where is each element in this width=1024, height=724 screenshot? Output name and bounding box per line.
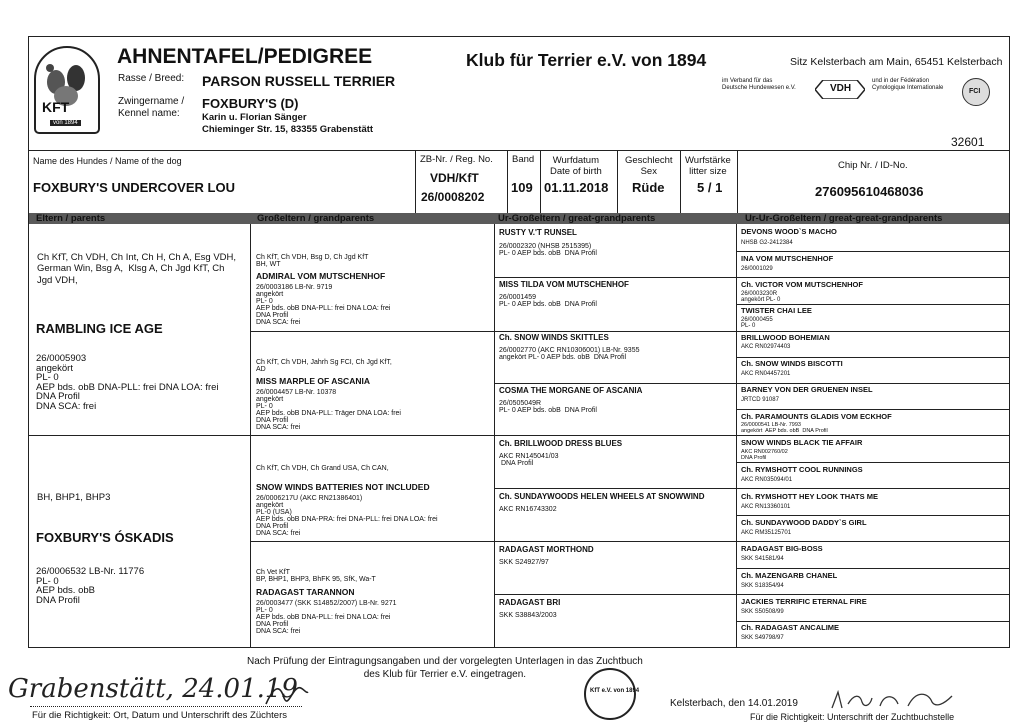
grandparent-4-name: RADAGAST TARANNON: [256, 587, 355, 597]
ggg-2-details: 26/0001029: [741, 266, 773, 272]
ggg-5-details: AKC RN02974403: [741, 344, 791, 350]
divider: [30, 706, 302, 707]
ggg-7-name: BARNEY VON DER GRUENEN INSEL: [741, 385, 873, 394]
ggg-16-details: SKK S49798/97: [741, 635, 784, 641]
sex-value: Rüde: [632, 180, 665, 195]
ggg-4-details: 26/0000455 PL- 0: [741, 317, 773, 329]
kennel-label: Zwingername / Kennel name:: [118, 96, 185, 119]
ggg-4-name: TWISTER CHAI LEE: [741, 306, 812, 315]
dog-name: FOXBURY'S UNDERCOVER LOU: [33, 180, 235, 195]
great-grandparent-2-name: MISS TILDA VOM MUTSCHENHOF: [499, 280, 629, 289]
great-grandparent-8-name: RADAGAST BRI: [499, 598, 561, 607]
vdh-logo: [815, 80, 865, 99]
divider: [494, 277, 1010, 278]
chip-label: Chip Nr. / ID-No.: [838, 160, 908, 171]
ggg-15-details: SKK S50508/99: [741, 609, 784, 615]
dam-titles: BH, BHP1, BHP3: [37, 492, 111, 503]
grandparent-4-details: 26/0003477 (SKK S14852/2007) LB-Nr. 9271 PL- 0 AEP bds. obB DNA-PLL: frei DNA LOA: frei DNA Profil DNA SCA: frei: [256, 600, 397, 635]
grandparent-2-titles: Ch KfT, Ch VDH, Jahrh Sg FCI, Ch Jgd KfT, AD: [256, 359, 392, 374]
column-header-bar: [29, 213, 1009, 224]
great-grandparent-3-details: 26/0002770 (AKC RN10306001) LB-Nr. 9355 angekört PL- 0 AEP bds. obB DNA Profil: [499, 347, 640, 362]
great-grandparent-6-details: AKC RN16743302: [499, 506, 557, 513]
divider: [736, 568, 1010, 569]
grandparent-3-details: 26/0006217U (AKC RN21386401) angekört PL-0 (USA) AEP bds. obB DNA-PRA: frei DNA-PLL: frei DNA LOA: frei DNA Profil DNA SCA: frei: [256, 495, 438, 537]
seal-text: KfT e.V. von 1894: [590, 688, 640, 694]
divider: [507, 150, 508, 213]
divider: [250, 224, 251, 648]
ggg-10-details: AKC RN035094/01: [741, 477, 793, 483]
grandparent-3-name: SNOW WINDS BATTERIES NOT INCLUDED: [256, 482, 430, 492]
ggg-6-details: AKC RN04457201: [741, 371, 791, 377]
divider: [736, 357, 1010, 358]
divider: [540, 150, 541, 213]
breed-label: Rasse / Breed:: [118, 73, 185, 84]
ggg-13-details: SKK S41581/94: [741, 556, 784, 562]
divider: [736, 462, 1010, 463]
ggg-9-name: SNOW WINDS BLACK TIE AFFAIR: [741, 438, 863, 447]
sire-titles: Ch KfT, Ch VDH, Ch Int, Ch H, Ch A, Esg VDH, German Win, Bsg A, Klsg A, Ch Jgd KfT, Ch Jgd VDH,: [37, 252, 237, 286]
litter-value: 5 / 1: [697, 180, 723, 195]
ggg-8-details: 26/0000541 LB-Nr. 7993 angekört AEP bds. obB DNA Profil: [741, 422, 828, 434]
band-value: 109: [511, 180, 533, 195]
grandparent-2-details: 26/0004457 LB-Nr. 10378 angekört PL- 0 AEP bds. obB DNA-PLL: Träger DNA LOA: frei DNA Profil DNA SCA: frei: [256, 389, 401, 431]
ggg-1-name: DEVONS WOOD`S MACHO: [741, 227, 837, 236]
dob-value: 01.11.2018: [544, 180, 609, 195]
divider: [250, 541, 1010, 542]
club-signature: [828, 686, 958, 714]
ggg-12-details: AKC RM35125701: [741, 530, 792, 536]
col-grandparents: Großeltern / grandparents: [257, 213, 375, 224]
divider: [737, 150, 738, 213]
great-grandparent-8-details: SKK S38843/2003: [499, 612, 557, 619]
grandparent-2-name: MISS MARPLE OF ASCANIA: [256, 376, 370, 386]
ggg-2-name: INA VOM MUTSCHENHOF: [741, 254, 834, 263]
issue-place-date: Kelsterbach, den 14.01.2019: [670, 698, 798, 709]
ggg-7-details: JRTCD 91087: [741, 397, 779, 403]
club-name: Klub für Terrier e.V. von 1894: [466, 50, 707, 70]
reg-number: 26/0008202: [421, 190, 485, 204]
great-grandparent-7-details: SKK S24927/97: [499, 559, 549, 566]
great-grandparent-4-details: 26/0505049R PL- 0 AEP bds. obB DNA Profil: [499, 400, 597, 415]
page-title: AHNENTAFEL/PEDIGREE: [117, 45, 373, 68]
logo-lettering: KFT: [42, 99, 70, 115]
grandparent-4-titles: Ch Vet KfT BP, BHP1, BHP3, BhFK 95, SfK, Wa-T: [256, 569, 376, 584]
ggg-8-name: Ch. PARAMOUNTS GLADIS VOM ECKHOF: [741, 412, 892, 421]
divider: [28, 150, 1010, 151]
grandparent-1-titles: Ch KfT, Ch VDH, Bsg D, Ch Jgd KfT BH, WT: [256, 254, 369, 269]
dam-name: FOXBURY'S ÓSKADIS: [36, 530, 174, 545]
ggg-6-name: Ch. SNOW WINDS BISCOTTI: [741, 359, 843, 368]
col-parents: Eltern / parents: [36, 213, 106, 224]
vdh-text: im Verband für das Deutsche Hundewesen e.V.: [722, 78, 796, 91]
fci-logo: [962, 78, 990, 106]
great-grandparent-4-name: COSMA THE MORGANE OF ASCANIA: [499, 386, 643, 395]
band-label: Band: [512, 154, 535, 165]
club-seal: [584, 668, 640, 720]
dog-name-label: Name des Hundes / Name of the dog: [33, 156, 182, 166]
sex-label: Geschlecht Sex: [625, 155, 673, 178]
verification-note: Nach Prüfung der Eintragungsangaben und der vorgelegten Unterlagen in das Zuchtbuch des Klub für Terrier e.V. eingetragen.: [247, 656, 643, 680]
ggg-13-name: RADAGAST BIG-BOSS: [741, 544, 823, 553]
dob-label: Wurfdatum Date of birth: [550, 155, 602, 178]
dam-details: 26/0006532 LB-Nr. 11776 PL- 0 AEP bds. obB DNA Profil: [36, 566, 145, 606]
divider: [494, 594, 1010, 595]
divider: [28, 435, 1010, 436]
grandparent-3-titles: Ch KfT, Ch VDH, Ch Grand USA, Ch CAN,: [256, 465, 389, 472]
reg-label: ZB-Nr. / Reg. No.: [420, 154, 493, 165]
ggg-1-details: NHSB G2-2412384: [741, 240, 793, 246]
divider: [736, 224, 737, 648]
breed-value: PARSON RUSSELL TERRIER: [202, 73, 396, 89]
litter-label: Wurfstärke litter size: [685, 155, 731, 178]
fci-text: und in der Fédération Cynologique Internationale: [872, 78, 944, 91]
ggg-16-name: Ch. RADAGAST ANCALIME: [741, 623, 840, 632]
divider: [736, 409, 1010, 410]
sire-name: RAMBLING ICE AGE: [36, 321, 163, 336]
ggg-11-details: AKC RN13360101: [741, 504, 791, 510]
divider: [494, 488, 1010, 489]
club-seat: Sitz Kelsterbach am Main, 65451 Kelsterbach: [790, 56, 1003, 68]
divider: [415, 150, 416, 213]
great-grandparent-2-details: 26/0001459 PL- 0 AEP bds. obB DNA Profil: [499, 294, 597, 309]
owner-name: Karin u. Florian Sänger: [202, 112, 307, 123]
ggg-14-details: SKK S18354/94: [741, 583, 784, 589]
divider: [494, 224, 495, 648]
club-caption: Für die Richtigkeit: Unterschrift der Zuchtbuchstelle: [750, 712, 955, 722]
ggg-15-name: JACKIES TERRIFIC ETERNAL FIRE: [741, 597, 867, 606]
ggg-10-name: Ch. RYMSHOTT COOL RUNNINGS: [741, 465, 863, 474]
great-grandparent-7-name: RADAGAST MORTHOND: [499, 545, 594, 554]
great-grandparent-1-details: 26/0002320 (NHSB 2515395) PL- 0 AEP bds. obB DNA Profil: [499, 243, 597, 258]
vdh-logo-text: VDH: [830, 83, 852, 94]
divider: [736, 621, 1010, 622]
document-number: 32601: [951, 135, 985, 149]
divider: [680, 150, 681, 213]
ggg-3-name: Ch. VICTOR VOM MUTSCHENHOF: [741, 280, 863, 289]
fci-logo-text: FCI: [969, 88, 981, 95]
divider: [617, 150, 618, 213]
divider: [736, 251, 1010, 252]
logo-sub: von 1894: [50, 120, 81, 126]
great-grandparent-1-name: RUSTY V.'T RUNSEL: [499, 228, 577, 237]
ggg-5-name: BRILLWOOD BOHEMIAN: [741, 333, 830, 342]
great-grandparent-6-name: Ch. SUNDAYWOODS HELEN WHEELS AT SNOWWIND: [499, 492, 705, 501]
grandparent-1-details: 26/0003186 LB-Nr. 9719 angekört PL- 0 AEP bds. obB DNA-PLL: frei DNA LOA: frei DNA Profil DNA SCA: frei: [256, 284, 391, 326]
divider: [250, 331, 1010, 332]
divider: [494, 383, 1010, 384]
kft-club-logo: [34, 46, 100, 134]
breeder-caption: Für die Richtigkeit: Ort, Datum und Unterschrift des Züchters: [32, 710, 288, 721]
grandparent-1-name: ADMIRAL VOM MUTSCHENHOF: [256, 271, 386, 281]
col-great-grandparents: Ur-Großeltern / great-grandparents: [498, 213, 656, 224]
great-grandparent-5-details: AKC RN145041/03 DNA Profil: [499, 453, 559, 468]
kennel-name: FOXBURY'S (D): [202, 96, 299, 111]
ggg-12-name: Ch. SUNDAYWOOD DADDY`S GIRL: [741, 518, 867, 527]
chip-number: 276095610468036: [815, 184, 924, 199]
ggg-14-name: Ch. MAZENGARB CHANEL: [741, 571, 838, 580]
ggg-9-details: AKC RN002760/02 DNA Profil: [741, 449, 788, 461]
col-great-great-grandparents: Ur-Ur-Großeltern / great-great-grandparents: [745, 213, 943, 224]
reg-org: VDH/KfT: [430, 171, 479, 185]
breeder-handwritten-place-date: Grabenstätt, 24.01.19: [8, 674, 298, 704]
sire-details: 26/0005903 angekört PL- 0 AEP bds. obB DNA-PLL: frei DNA LOA: frei DNA Profil DNA SCA: frei: [36, 353, 219, 412]
divider: [736, 515, 1010, 516]
ggg-11-name: Ch. RYMSHOTT HEY LOOK THATS ME: [741, 492, 878, 501]
owner-address: Chieminger Str. 15, 83355 Grabenstätt: [202, 124, 374, 135]
great-grandparent-5-name: Ch. BRILLWOOD DRESS BLUES: [499, 439, 623, 448]
divider: [736, 304, 1010, 305]
great-grandparent-3-name: Ch. SNOW WINDS SKITTLES: [499, 333, 609, 342]
ggg-3-details: 26/0003230R angekört PL- 0: [741, 291, 781, 303]
